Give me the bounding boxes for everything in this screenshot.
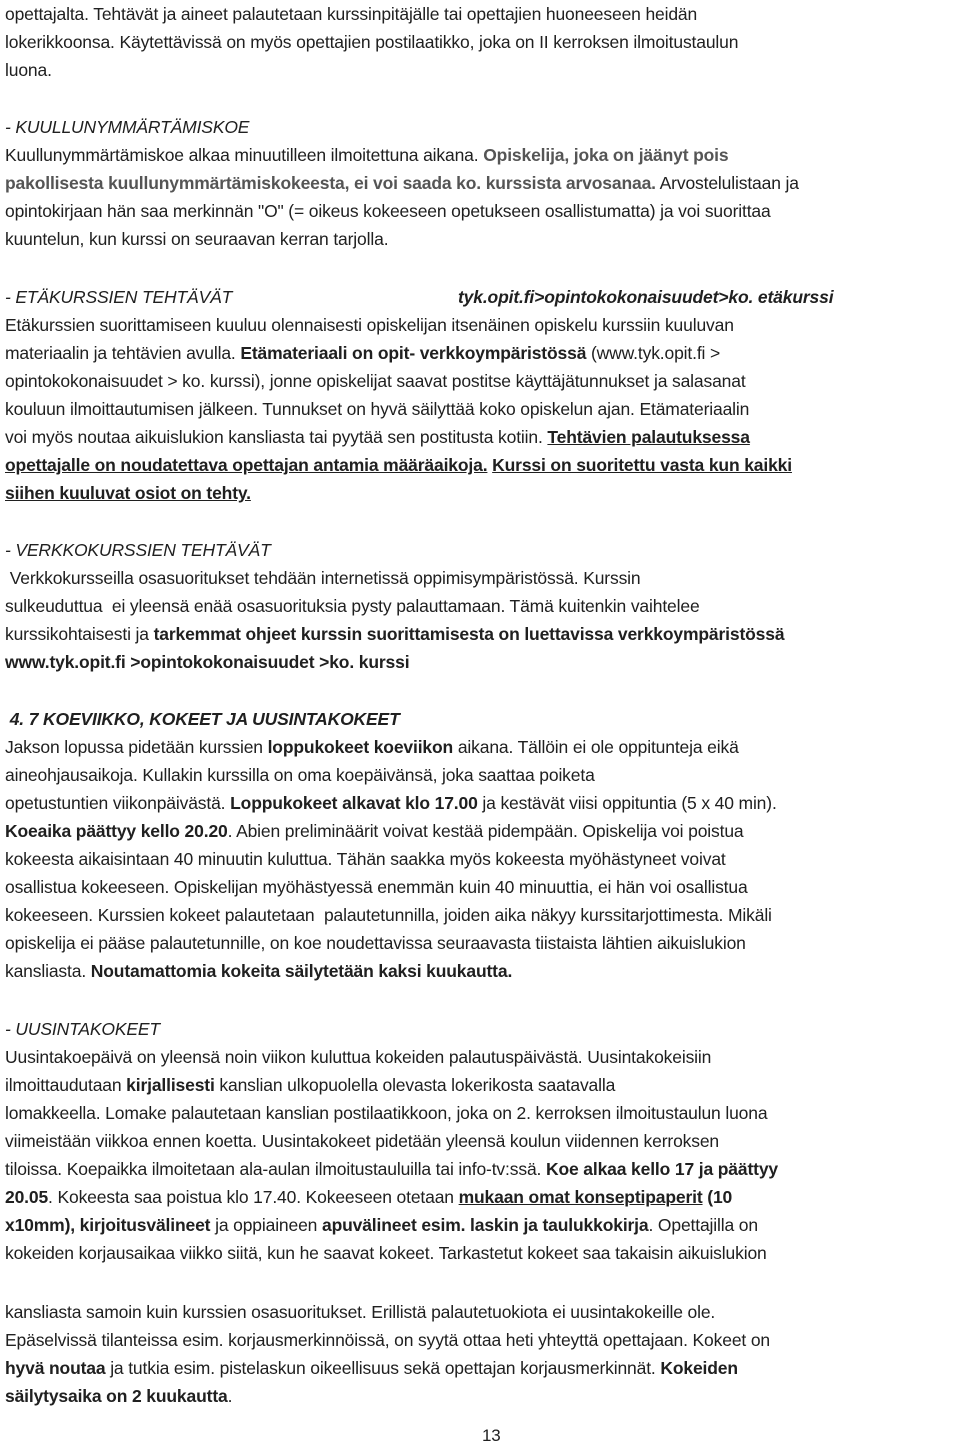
text: ja oppiaineen: [215, 1215, 318, 1235]
verkko-line-3: [5, 620, 784, 648]
text: viimeistään viikkoa ennen koetta. Uusintakokeet pidetään yleensä koulun viidennen kerroksen: [5, 1131, 720, 1151]
page-number: 13: [482, 1426, 501, 1445]
etakurssi-line-4: [5, 395, 749, 423]
koeviikko-line-2: [5, 761, 595, 789]
kuullun-line-2: [5, 169, 799, 197]
bold-text: säilytysaika on 2 kuukautta: [5, 1386, 228, 1406]
uusinta-line-5: [5, 1155, 778, 1183]
text: opetustuntien viikonpäivästä.: [5, 793, 226, 813]
text: opintokokonaisuudet > ko.: [5, 371, 206, 391]
text: tiloissa. Koepaikka ilmoitetaan ala-aulan ilmoitustauluilla tai info-tv:ssä.: [5, 1159, 542, 1179]
uusinta-line-7: [5, 1211, 758, 1239]
text: aikana. Tällöin ei ole oppitunteja eikä: [457, 737, 739, 757]
underlined-bold-text: siihen kuuluvat osiot on tehty.: [5, 483, 251, 503]
text: kansliasta samoin kuin kurssien osasuoritukset. Erillistä palautetuokiota ei uusintakokeille ole.: [5, 1302, 716, 1322]
koeviikko-line-1: [5, 733, 739, 761]
text: lomakkeella. Lomake palautetaan kanslian postilaatikkoon, joka on 2. kerroksen ilmoitustaulun luona: [5, 1103, 768, 1123]
verkko-line-4: [5, 648, 409, 676]
heading-text: - UUSINTAKOKEET: [5, 1019, 160, 1039]
uusinta-line-2: [5, 1071, 615, 1099]
koeviikko-line-5: [5, 845, 726, 873]
kuullun-line-3: [5, 197, 771, 225]
section-heading-etakurssi: [5, 283, 232, 311]
text: kokeesta aikaisintaan 40 minuutin kuluttua. Tähän saakka myös kokeesta myöhästyneet voivat: [5, 849, 726, 869]
underlined-bold-text: mukaan omat konseptipaperit: [458, 1187, 703, 1207]
koeviikko-line-9: [5, 957, 512, 985]
text: ja kestävät viisi oppituntia (5 x 40 min).: [482, 793, 777, 813]
intro-line-1: [5, 0, 697, 28]
bold-text: kurssista arvosanaa.: [485, 173, 656, 193]
text: Epäselvissä tilanteissa esim. korjausmerkinnöissä, on syytä ottaa heti yhteyttä opettajaan. Kokeet on: [5, 1330, 770, 1350]
path-text: tyk.opit.fi>opintokokonaisuudet>ko. etäkurssi: [458, 287, 834, 307]
text: (www.tyk.opit.fi >: [591, 343, 721, 363]
section-heading-verkko: [5, 536, 271, 564]
text: kanslian ulkopuolella olevasta lokerikosta saatavalla: [219, 1075, 616, 1095]
bold-text: hyvä noutaa: [5, 1358, 106, 1378]
koeviikko-line-3: [5, 789, 777, 817]
uusinta-line-12: [5, 1382, 232, 1410]
etakurssi-line-1: [5, 311, 734, 339]
text: osallistua kokeeseen. Opiskelijan myöhästyessä enemmän kuin 40 minuuttia, ei hän voi osallistua: [5, 877, 748, 897]
text: Kuullunymmärtämiskoe alkaa minuutilleen ilmoitettuna aikana.: [5, 145, 479, 165]
text: kokeeseen. Kurssien kokeet palautetaan palautetunnilla, joiden aika näkyy kurssitarjottimesta. Mikäli: [5, 905, 772, 925]
uusinta-line-1: [5, 1043, 711, 1071]
bold-text: loppukokeet koeviikon: [267, 737, 454, 757]
bold-text: www.tyk.opit.fi >opintokokonaisuudet >ko. kurssi: [5, 652, 410, 672]
text: opintokirjaan hän saa merkinnän "O" (= oikeus kokeeseen opetukseen osallistumatta) ja voi suorittaa: [5, 201, 771, 221]
uusinta-line-10: [5, 1326, 770, 1354]
text: .: [227, 1386, 233, 1406]
bold-text: Etämateriaali on opit- verkkoympäristössä: [240, 343, 587, 363]
etakurssi-line-6: [5, 451, 792, 479]
bold-text: Kokeiden: [660, 1358, 738, 1378]
text: kurssi), jonne opiskelijat saavat postitse käyttäjätunnukset ja salasanat: [209, 371, 746, 391]
bold-text: Opiskelija, joka on jäänyt pois: [483, 145, 729, 165]
bold-text: Koe alkaa kello 17 ja päättyy: [545, 1159, 778, 1179]
text: . Abien preliminäärit voivat kestää pidempään. Opiskelija voi poistua: [227, 821, 744, 841]
text: kansliasta.: [5, 961, 87, 981]
text: Arvostelulistaan ja: [659, 173, 799, 193]
text: luona.: [5, 60, 52, 80]
text: voi myös noutaa aikuislukion kansliasta tai pyytää sen postitusta kotiin.: [5, 427, 543, 447]
koeviikko-line-7: [5, 901, 772, 929]
bold-text: apuvälineet esim. laskin ja taulukkokirja: [321, 1215, 649, 1235]
uusinta-line-4: [5, 1127, 719, 1155]
section-heading-koeviikko: [5, 705, 400, 733]
verkko-line-1: [5, 564, 641, 592]
text: kokeiden korjausaikaa viikko siitä, kun he saavat kokeet. Tarkastetut kokeet saa takaisin aikuislukion: [5, 1243, 767, 1263]
text: ja tutkia esim. pistelaskun oikeellisuus sekä opettajan korjausmerkinnät.: [110, 1358, 656, 1378]
bold-text: Loppukokeet alkavat klo 17.00: [230, 793, 478, 813]
koeviikko-line-4: [5, 817, 744, 845]
text: . Opettajilla on: [648, 1215, 758, 1235]
uusinta-line-11: [5, 1354, 738, 1382]
etakurssi-path: [458, 283, 833, 311]
text: opettajalta. Tehtävät ja aineet palautetaan kurssinpitäjälle tai opettajien huoneeseen heidän: [5, 4, 698, 24]
etakurssi-line-7: [5, 479, 251, 507]
intro-line-3: [5, 56, 52, 84]
text: ilmoittaudutaan: [5, 1075, 122, 1095]
text: aineohjausaikoja. Kullakin kurssilla on oma koepäivänsä, joka saattaa poiketa: [5, 765, 595, 785]
text: materiaalin ja tehtävien avulla.: [5, 343, 236, 363]
kuullun-line-4: [5, 225, 388, 253]
underlined-bold-text: Tehtävien palautuksessa: [547, 427, 750, 447]
intro-line-2: [5, 28, 738, 56]
text: Jakson lopussa pidetään kurssien: [5, 737, 263, 757]
bold-text: pakollisesta kuullunymmärtämiskokeesta, ei voi saada ko.: [5, 173, 481, 193]
koeviikko-line-6: [5, 873, 748, 901]
koeviikko-line-8: [5, 929, 746, 957]
heading-text: - ETÄKURSSIEN TEHTÄVÄT: [5, 287, 233, 307]
bold-text: x10mm), kirjoitusvälineet: [5, 1215, 211, 1235]
etakurssi-line-3: [5, 367, 746, 395]
heading-text: 4. 7 KOEVIIKKO, KOKEET JA UUSINTAKOKEET: [5, 709, 400, 729]
section-heading-kuullun: [5, 113, 249, 141]
bold-text: Koeaika päättyy kello 20.20: [5, 821, 228, 841]
underlined-bold-text: Kurssi on suoritettu vasta kun kaikki: [492, 455, 792, 475]
bold-text: 20.05: [5, 1187, 49, 1207]
text: lokerikkoonsa. Käytettävissä on myös opettajien postilaatikko, joka on II kerroksen ilmoitustaulun: [5, 32, 739, 52]
heading-text: - VERKKOKURSSIEN TEHTÄVÄT: [5, 540, 271, 560]
text: opiskelija ei pääse palautetunnille, on koe noudettavissa seuraavasta tiistaista lähtien aikuislukion: [5, 933, 746, 953]
uusinta-line-6: [5, 1183, 732, 1211]
etakurssi-line-2: [5, 339, 720, 367]
verkko-line-2: [5, 592, 700, 620]
etakurssi-line-5: [5, 423, 750, 451]
bold-text: Noutamattomia kokeita säilytetään kaksi kuukautta.: [90, 961, 513, 981]
text: sulkeuduttua ei yleensä enää osasuorituksia pysty palauttamaan. Tämä kuitenkin vaihtelee: [5, 596, 700, 616]
bold-text: kirjallisesti: [126, 1075, 215, 1095]
text: kouluun ilmoittautumisen jälkeen. Tunnukset on hyvä säilyttää koko opiskelun ajan. Etämateriaalin: [5, 399, 750, 419]
section-heading-uusinta: [5, 1015, 160, 1043]
text: . Kokeesta saa poistua klo 17.40. Kokeeseen otetaan: [48, 1187, 454, 1207]
uusinta-line-9: [5, 1298, 715, 1326]
uusinta-line-8: [5, 1239, 767, 1267]
kuullun-line-1: [5, 141, 728, 169]
bold-text: (10: [707, 1187, 733, 1207]
text: kuuntelun, kun kurssi on seuraavan kerran tarjolla.: [5, 229, 389, 249]
heading-text: - KUULLUNYMMÄRTÄMISKOE: [5, 117, 250, 137]
text: Verkkokursseilla osasuoritukset tehdään internetissä oppimisympäristössä. Kurssin: [5, 568, 641, 588]
text: kurssikohtaisesti ja: [5, 624, 149, 644]
underlined-bold-text: opettajalle on noudatettava opettajan antamia määräaikoja.: [5, 455, 488, 475]
uusinta-line-3: [5, 1099, 767, 1127]
text: Etäkurssien suorittamiseen kuuluu olennaisesti opiskelijan itsenäinen opiskelu kurssiin kuuluvan: [5, 315, 734, 335]
text: Uusintakoepäivä on yleensä noin viikon kuluttua kokeiden palautuspäivästä. Uusintakokeisiin: [5, 1047, 712, 1067]
bold-text: tarkemmat ohjeet kurssin suorittamisesta on luettavissa verkkoympäristössä: [153, 624, 785, 644]
